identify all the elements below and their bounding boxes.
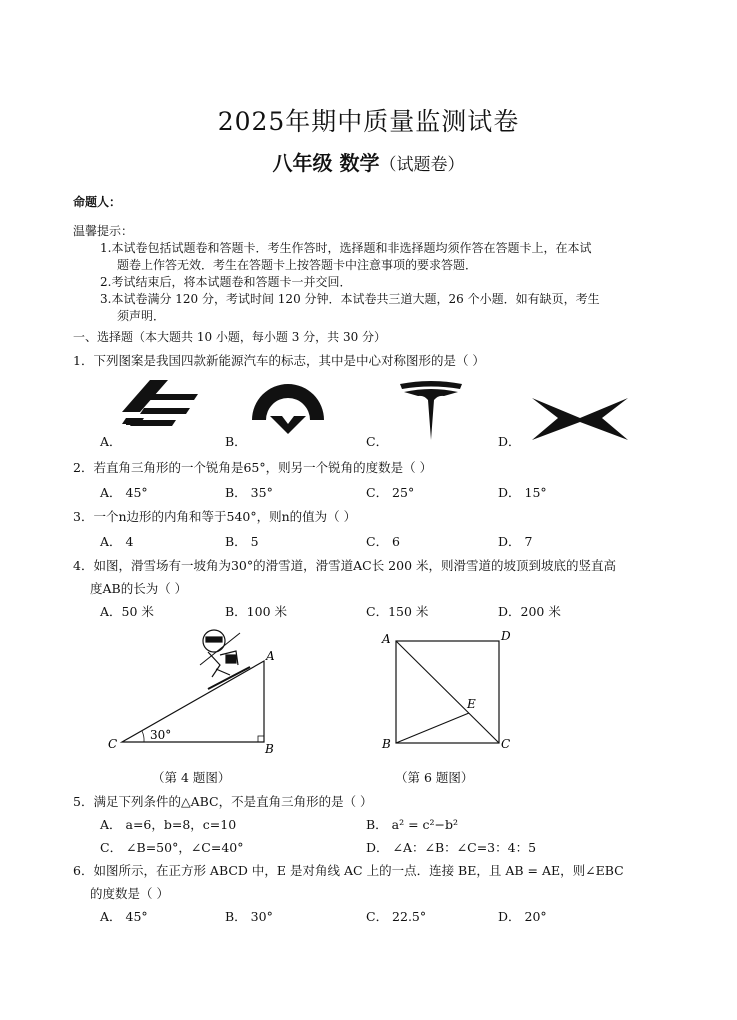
subtitle-paren: （试题卷）: [379, 155, 465, 175]
q2-option-a: A． 45°: [100, 485, 148, 500]
q4-stem-line1: 4．如图，滑雪场有一坡角为30°的滑雪道，滑雪道AC长 200 米，则滑雪道的坡顶到坡底的竖直高: [73, 558, 617, 573]
exam-title: 2025年期中质量监测试卷: [217, 107, 520, 136]
q3-option-b: B． 5: [225, 534, 259, 549]
skier-icon: [200, 630, 250, 689]
logo-b-icon: [250, 380, 326, 442]
subtitle-main: 八年级 数学: [272, 151, 380, 175]
fig6-label-d: D: [501, 629, 511, 643]
q2-option-d: D． 15°: [498, 485, 547, 500]
q5-option-c: C． ∠B=50°，∠C=40°: [100, 840, 244, 855]
q3-option-c: C． 6: [366, 534, 400, 549]
q1-option-a: A．: [100, 434, 122, 449]
tip-line-4: 3.本试卷满分 120 分，考试时间 120 分钟．本试卷共三道大题，26 个小题．如有缺页，考生: [100, 292, 600, 306]
q6-option-c: C． 22.5°: [366, 909, 427, 924]
fig4-right-angle-mark: [258, 736, 264, 742]
fig4-label-c: C: [108, 737, 118, 751]
q1-option-c: C．: [366, 434, 389, 449]
tip-line-1: 1.本试卷包括试题卷和答题卡．考生作答时，选择题和非选择题均须作答在答题卡上，在本试: [100, 241, 592, 255]
q2-option-c: C． 25°: [366, 485, 415, 500]
q6-option-a: A． 45°: [100, 909, 148, 924]
q2-option-b: B． 35°: [225, 485, 273, 500]
q6-option-d: D． 20°: [498, 909, 547, 924]
logo-a-icon: [120, 378, 200, 430]
q3-option-a: A． 4: [100, 534, 134, 549]
fig6-caption: （第 6 题图）: [395, 770, 474, 785]
q6-stem-line1: 6．如图所示，在正方形 ABCD 中，E 是对角线 AC 上的一点．连接 BE，且 AB = AE，则∠EBC: [73, 863, 624, 878]
fig6-square-diagram: [378, 628, 518, 752]
fig6-label-b: B: [382, 737, 391, 751]
author-label: 命题人：: [73, 195, 122, 209]
q5-option-d: D． ∠A：∠B：∠C=3：4：5: [366, 840, 537, 855]
fig4-triangle: [122, 661, 264, 742]
q4-option-b: B．100 米: [225, 604, 288, 619]
q3-option-d: D． 7: [498, 534, 533, 549]
q6-stem-line2: 的度数是（ ）: [90, 886, 169, 901]
fig6-segment-be: [396, 713, 469, 743]
q5-option-a: A． a=6，b=8，c=10: [100, 817, 237, 832]
fig6-label-e: E: [467, 697, 476, 711]
xpeng-logo-icon: [530, 396, 630, 442]
q2-stem: 2．若直角三角形的一个锐角是65°，则另一个锐角的度数是（ ）: [73, 460, 433, 475]
q4-stem-line2: 度AB的长为（ ）: [90, 581, 188, 596]
q1-option-d: D．: [498, 434, 521, 449]
fig6-label-c: C: [501, 737, 511, 751]
tip-line-3: 2.考试结束后，将本试题卷和答题卡一并交回．: [100, 275, 352, 289]
fig4-label-a: A: [266, 649, 275, 663]
fig6-diagonal-ac: [396, 641, 499, 743]
tip-line-5: 须声明．: [117, 309, 166, 323]
q4-option-d: D．200 米: [498, 604, 561, 619]
q4-option-a: A．50 米: [100, 604, 154, 619]
q1-option-b: B．: [225, 434, 247, 449]
fig4-slope-diagram: [100, 625, 290, 760]
tesla-logo-icon: [398, 380, 464, 442]
section-heading: 一、选择题（本大题共 10 小题，每小题 3 分，共 30 分）: [73, 330, 387, 344]
tip-line-2: 题卷上作答无效．考生在答题卡上按答题卡中注意事项的要求答题．: [117, 258, 478, 272]
fig4-caption: （第 4 题图）: [152, 770, 231, 785]
fig6-label-a: A: [382, 632, 391, 646]
fig4-label-b: B: [265, 742, 274, 756]
q1-stem: 1．下列图案是我国四款新能源汽车的标志，其中是中心对称图形的是（ ）: [73, 353, 485, 368]
q3-stem: 3．一个n边形的内角和等于540°，则n的值为（ ）: [73, 509, 357, 524]
q5-option-b: B． a² = c²−b²: [366, 817, 459, 832]
fig4-angle-label: 30°: [150, 728, 172, 742]
exam-subtitle: [0, 147, 737, 176]
q4-option-c: C．150 米: [366, 604, 429, 619]
q5-stem: 5．满足下列条件的△ABC，不是直角三角形的是（ ）: [73, 794, 373, 809]
tips-label: 温馨提示：: [73, 224, 134, 238]
q6-option-b: B． 30°: [225, 909, 273, 924]
fig4-angle-arc: [142, 731, 144, 742]
